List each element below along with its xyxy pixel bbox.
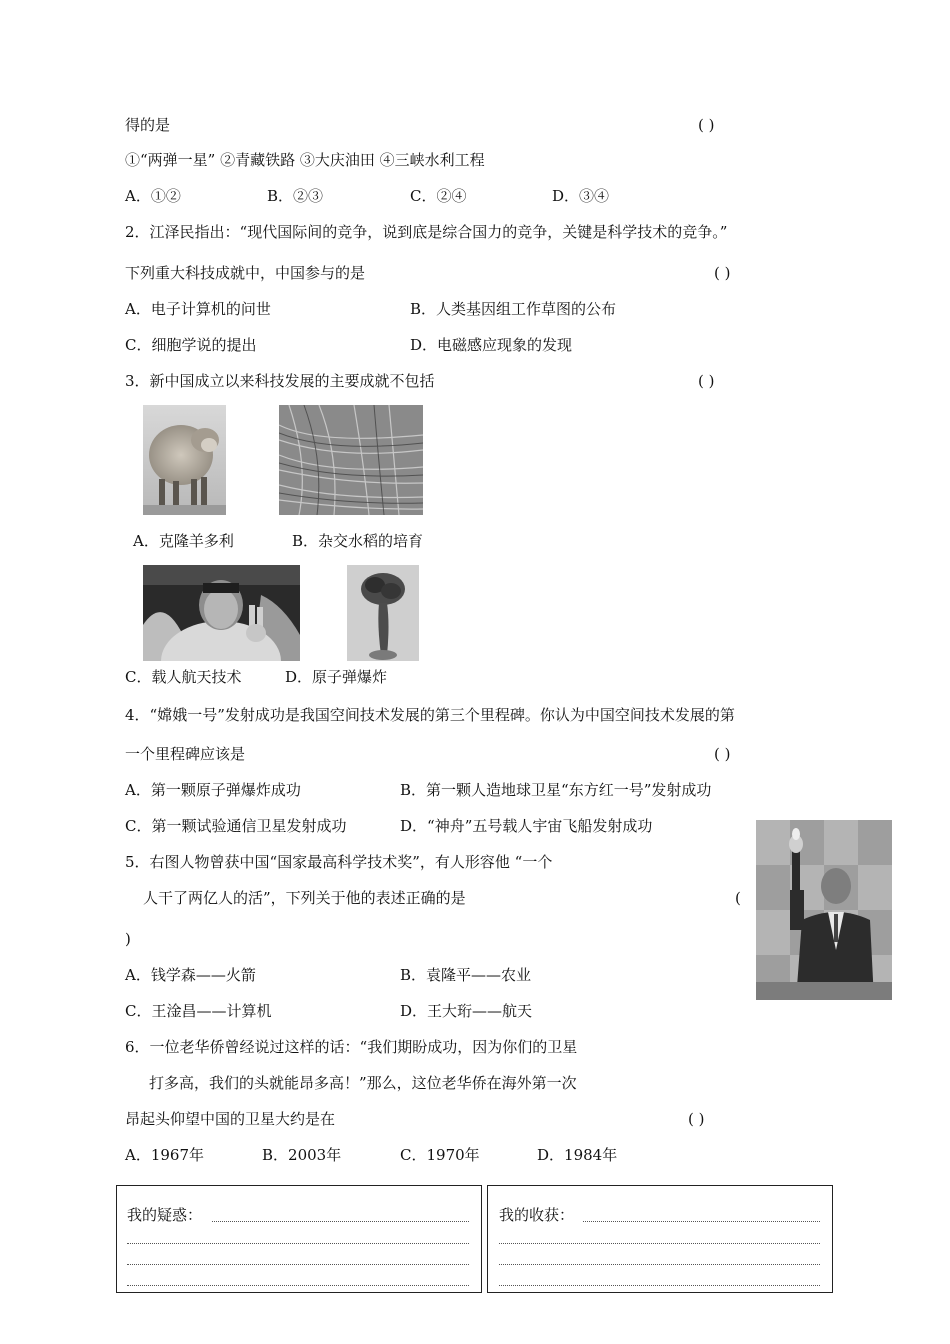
- sheep-photo: [143, 405, 226, 515]
- q3-option-d: D．原子弹爆炸: [285, 668, 388, 686]
- q1-answer-paren: ( ): [698, 116, 715, 134]
- gain-writing-line[interactable]: [499, 1264, 820, 1265]
- q6-stem-line3: 昂起头仰望中国的卫星大约是在: [125, 1110, 336, 1128]
- q2-stem-line2: 下列重大科技成就中，中国参与的是: [125, 264, 366, 282]
- q1-option-d: D．③④: [552, 187, 610, 205]
- gain-label: 我的收获：: [499, 1206, 575, 1224]
- q5-option-b: B．袁隆平——农业: [400, 966, 532, 984]
- q2-option-a: A．电子计算机的问世: [125, 300, 271, 318]
- q2-stem-line1: 2．江泽民指出：“现代国际间的竞争，说到底是综合国力的竞争，关键是科学技术的竞争。”: [125, 223, 728, 241]
- q3-option-a: A．克隆羊多利: [133, 532, 234, 550]
- q3-option-c: C．载人航天技术: [125, 668, 242, 686]
- q1-option-a: A．①②: [125, 187, 181, 205]
- q4-stem-line1: 4．“嫦娥一号”发射成功是我国空间技术发展的第三个里程碑。你认为中国空间技术发展的第: [125, 706, 735, 724]
- mushroom-cloud-photo: [347, 565, 419, 661]
- q1-option-b: B．②③: [267, 187, 324, 205]
- q3-stem: 3．新中国成立以来科技发展的主要成就不包括: [125, 372, 435, 390]
- doubt-writing-line[interactable]: [212, 1221, 469, 1222]
- q5-stem-line2: 人干了两亿人的活”，下列关于他的表述正确的是: [143, 889, 466, 907]
- q4-option-a: A．第一颗原子弹爆炸成功: [125, 781, 301, 799]
- q3-option-b: B．杂交水稻的培育: [292, 532, 424, 550]
- q1-items: ①“两弹一星” ②青藏铁路 ③大庆油田 ④三峡水利工程: [125, 151, 485, 169]
- gain-writing-line[interactable]: [499, 1285, 820, 1286]
- q3-answer-paren: ( ): [698, 372, 715, 390]
- q4-answer-paren: ( ): [714, 745, 731, 763]
- q1-stem-tail: 得的是: [125, 116, 171, 134]
- gain-writing-line[interactable]: [583, 1221, 820, 1222]
- q6-stem-line2: 打多高，我们的头就能昂多高！”那么，这位老华侨在海外第一次: [149, 1074, 577, 1092]
- q5-option-a: A．钱学森——火箭: [125, 966, 256, 984]
- gain-box: [487, 1185, 833, 1293]
- q6-stem-line1: 6．一位老华侨曾经说过这样的话：“我们期盼成功，因为你们的卫星: [125, 1038, 578, 1056]
- doubt-writing-line[interactable]: [127, 1285, 469, 1286]
- q6-option-b: B．2003年: [262, 1146, 342, 1164]
- q2-option-c: C．细胞学说的提出: [125, 336, 257, 354]
- astronaut-photo: [143, 565, 300, 661]
- q1-option-c: C．②④: [410, 187, 467, 205]
- q2-option-b: B．人类基因组工作草图的公布: [410, 300, 617, 318]
- doubt-writing-line[interactable]: [127, 1264, 469, 1265]
- q4-option-d: D．“神舟”五号载人宇宙飞船发射成功: [400, 817, 653, 835]
- q6-option-c: C．1970年: [400, 1146, 480, 1164]
- q5-paren-close: ): [125, 930, 131, 948]
- q2-answer-paren: ( ): [714, 264, 731, 282]
- doubt-writing-line[interactable]: [127, 1243, 469, 1244]
- q4-option-c: C．第一颗试验通信卫星发射成功: [125, 817, 347, 835]
- doubt-label: 我的疑惑：: [127, 1206, 203, 1224]
- q4-option-b: B．第一颗人造地球卫星“东方红一号”发射成功: [400, 781, 712, 799]
- rice-photo: [279, 405, 423, 515]
- q6-option-a: A．1967年: [125, 1146, 205, 1164]
- q5-paren-open: (: [735, 889, 741, 907]
- q5-option-c: C．王淦昌——计算机: [125, 1002, 272, 1020]
- q4-stem-line2: 一个里程碑应该是: [125, 745, 246, 763]
- q6-option-d: D．1984年: [537, 1146, 618, 1164]
- q5-stem-line1: 5．右图人物曾获中国“国家最高科学技术奖”，有人形容他 “一个: [125, 853, 553, 871]
- doubt-box: [116, 1185, 482, 1293]
- q6-answer-paren: ( ): [688, 1110, 705, 1128]
- q2-option-d: D．电磁感应现象的发现: [410, 336, 573, 354]
- scientist-photo: [756, 820, 892, 1000]
- gain-writing-line[interactable]: [499, 1243, 820, 1244]
- q5-option-d: D．王大珩——航天: [400, 1002, 533, 1020]
